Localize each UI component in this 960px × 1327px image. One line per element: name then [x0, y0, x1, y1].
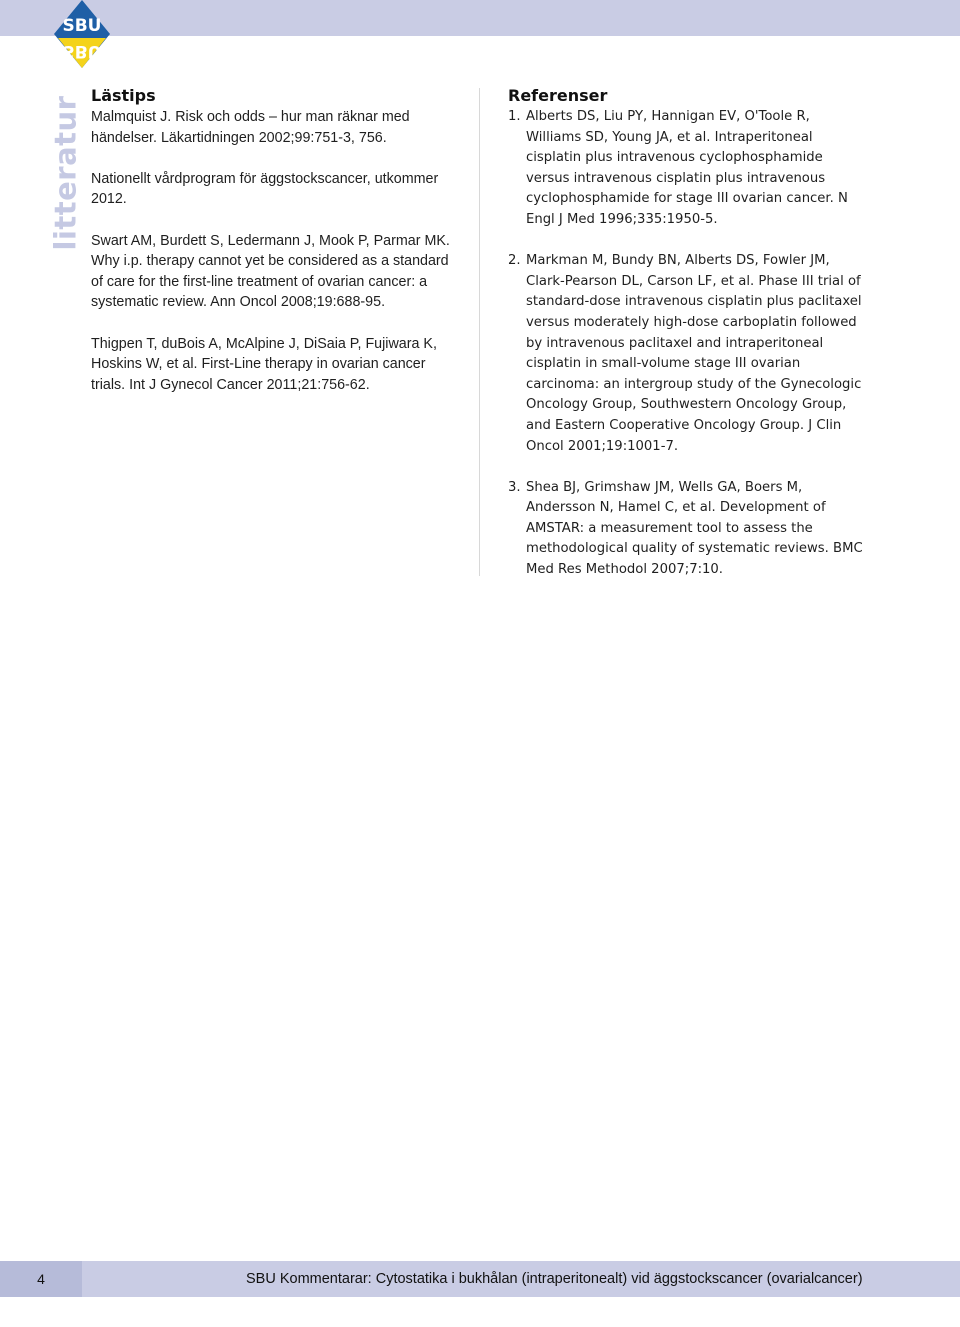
svg-text:SBU: SBU [62, 41, 102, 61]
footer-title: SBU Kommentarar: Cytostatika i bukhålan (intraperitonealt) vid äggstockscancer (ovarialcancer) [246, 1271, 863, 1287]
side-label: litteratur [48, 95, 82, 251]
reading-tips-column [91, 86, 461, 416]
column-divider [479, 88, 480, 576]
references-heading: Referenser [508, 86, 608, 105]
reference-text: Alberts DS, Liu PY, Hannigan EV, O'Toole R, Williams SD, Young JA, et al. Intraperitoneal cisplatin plus intravenous cyclophosphamide versus intravenous cisplatin plus intravenous cyclophosphamide for stage III ovarian cancer. N Engl J Med 1996;335:1950-5. [526, 109, 848, 227]
svg-text:SBU: SBU [62, 16, 102, 36]
reference-number: 1. [508, 109, 521, 124]
reference-text: Shea BJ, Grimshaw JM, Wells GA, Boers M, Andersson N, Hamel C, et al. Development of AMSTAR: a measurement tool to assess the methodological quality of systematic reviews. BMC Med Res Methodol 2007;7:10. [526, 479, 863, 578]
footer-band [0, 1261, 960, 1297]
reading-tip-item: Thigpen T, duBois A, McAlpine J, DiSaia P, Fujiwara K, Hoskins W, et al. First-Line therapy in ovarian cancer trials. Int J Gynecol Cancer 2011;21:756-62. [91, 335, 437, 393]
references-list [508, 107, 868, 581]
reading-tip-item: Swart AM, Burdett S, Ledermann J, Mook P, Parmar MK. Why i.p. therapy cannot yet be considered as a standard of care for the first-line treatment of ovarian cancer: a systematic review. Ann Oncol 2008;19:688-95. [91, 232, 450, 311]
reading-tip-item: Malmquist J. Risk och odds – hur man räknar med händelser. Läkartidningen 2002;99:751-3, 756. [91, 109, 410, 146]
page-number: 4 [0, 1261, 82, 1297]
reference-item [508, 107, 868, 231]
reference-item [508, 478, 868, 581]
reading-tip-item: Nationellt vårdprogram för äggstockscancer, utkommer 2012. [91, 170, 439, 208]
reference-item [508, 251, 868, 457]
reading-tips-list [91, 107, 461, 395]
top-band [0, 0, 960, 36]
reference-number: 2. [508, 253, 521, 269]
references-column [508, 86, 868, 601]
reference-number: 3. [508, 479, 521, 495]
reading-tips-heading: Lästips [91, 86, 156, 105]
reference-text: Markman M, Bundy BN, Alberts DS, Fowler JM, Clark-Pearson DL, Carson LF, et al. Phase III trial of standard-dose intravenous cisplatin plus paclitaxel versus moderately high-dose carboplatin followed by intravenous paclitaxel and intraperitoneal cisplatin in small-volume stage III ovarian carcinoma: an intergroup study of the Gynecologic Oncology Group, Southwestern Oncology Group, and Eastern Cooperative Oncology Group. J Clin Oncol 2001;19:1001-7. [526, 253, 862, 454]
sbu-logo [54, 0, 110, 70]
